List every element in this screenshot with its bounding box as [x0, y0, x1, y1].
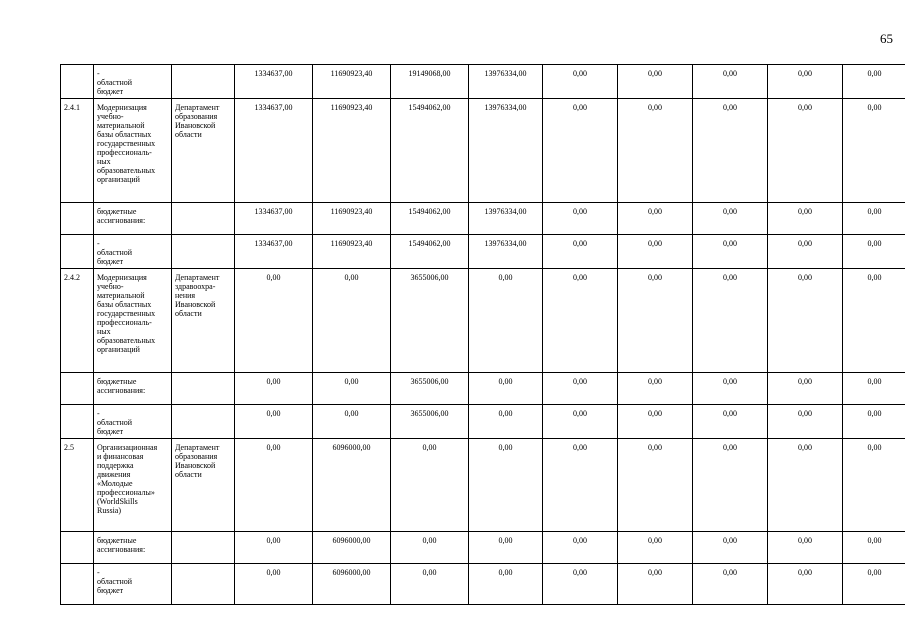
- amount-cell: 0,00: [618, 269, 693, 373]
- description-line: бюджетные: [97, 207, 137, 216]
- description-line: ных: [97, 157, 111, 166]
- department-line: Ивановской: [175, 461, 216, 470]
- department-line: Департамент: [175, 443, 220, 452]
- row-department-cell: [172, 405, 235, 439]
- row-code-cell: 2.4.2: [61, 269, 94, 373]
- amount-cell: 0,00: [543, 405, 618, 439]
- description-line: поддержка: [97, 461, 134, 470]
- amount-cell: 19149068,00: [391, 65, 469, 99]
- amount-cell: 1334637,00: [235, 235, 313, 269]
- row-department-cell: [172, 99, 235, 203]
- amount-cell: 0,00: [543, 373, 618, 405]
- department-line: Департамент: [175, 273, 220, 282]
- amount-cell: 0,00: [843, 564, 905, 605]
- description-line: учебно-: [97, 112, 124, 121]
- amount-cell: 0,00: [768, 532, 843, 564]
- amount-cell: 13976334,00: [469, 235, 543, 269]
- amount-cell: 0,00: [618, 373, 693, 405]
- amount-cell: 6096000,00: [313, 532, 391, 564]
- description-line: Russia): [97, 506, 121, 515]
- description-line: базы областных: [97, 300, 152, 309]
- row-department-cell: [172, 235, 235, 269]
- amount-cell: 0,00: [693, 269, 768, 373]
- department-line: нения: [175, 291, 196, 300]
- amount-cell: 0,00: [543, 269, 618, 373]
- amount-cell: 0,00: [391, 564, 469, 605]
- amount-cell: 0,00: [843, 439, 905, 532]
- amount-cell: 0,00: [313, 405, 391, 439]
- row-description-cell: [94, 564, 172, 605]
- amount-cell: 0,00: [843, 269, 905, 373]
- description-line: областной: [97, 418, 133, 427]
- amount-cell: 0,00: [235, 269, 313, 373]
- row-department-cell: [172, 373, 235, 405]
- amount-cell: 0,00: [843, 532, 905, 564]
- table-row: [61, 203, 905, 235]
- description-line: ных: [97, 327, 111, 336]
- page-number: 65: [880, 31, 893, 46]
- row-code-cell: 2.5: [61, 439, 94, 532]
- description-line: -: [97, 239, 100, 248]
- amount-cell: 0,00: [313, 269, 391, 373]
- row-description-cell: [94, 99, 172, 203]
- row-department-cell: [172, 203, 235, 235]
- row-department-cell: [172, 564, 235, 605]
- department-line: области: [175, 470, 202, 479]
- amount-cell: 0,00: [693, 235, 768, 269]
- row-code-cell: [61, 532, 94, 564]
- amount-cell: 0,00: [543, 532, 618, 564]
- row-description-cell: [94, 203, 172, 235]
- amount-cell: 0,00: [693, 532, 768, 564]
- description-line: областной: [97, 248, 133, 257]
- description-line: бюджет: [97, 87, 124, 96]
- amount-cell: 1334637,00: [235, 65, 313, 99]
- amount-cell: 0,00: [543, 235, 618, 269]
- description-line: материальной: [97, 291, 145, 300]
- amount-cell: 0,00: [618, 405, 693, 439]
- description-line: базы областных: [97, 130, 152, 139]
- department-line: Ивановской: [175, 300, 216, 309]
- amount-cell: 0,00: [469, 405, 543, 439]
- amount-cell: 3655006,00: [391, 269, 469, 373]
- row-department-cell: [172, 65, 235, 99]
- table-row: [61, 439, 905, 532]
- description-line: бюджет: [97, 257, 124, 266]
- amount-cell: 0,00: [768, 99, 843, 203]
- amount-cell: 0,00: [235, 439, 313, 532]
- amount-cell: 15494062,00: [391, 235, 469, 269]
- amount-cell: 0,00: [693, 99, 768, 203]
- amount-cell: 0,00: [843, 99, 905, 203]
- amount-cell: 13976334,00: [469, 203, 543, 235]
- amount-cell: 11690923,40: [313, 65, 391, 99]
- description-line: профессиональ-: [97, 318, 152, 327]
- amount-cell: 0,00: [693, 439, 768, 532]
- amount-cell: 0,00: [843, 203, 905, 235]
- description-line: Организационная: [97, 443, 158, 452]
- amount-cell: 11690923,40: [313, 99, 391, 203]
- amount-cell: 0,00: [618, 439, 693, 532]
- amount-cell: 0,00: [391, 439, 469, 532]
- row-code-cell: [61, 235, 94, 269]
- table-row: [61, 269, 905, 373]
- description-line: учебно-: [97, 282, 124, 291]
- department-line: Ивановской: [175, 121, 216, 130]
- description-line: материальной: [97, 121, 145, 130]
- row-code-cell: [61, 564, 94, 605]
- amount-cell: 0,00: [618, 99, 693, 203]
- amount-cell: 0,00: [768, 405, 843, 439]
- amount-cell: 6096000,00: [313, 564, 391, 605]
- amount-cell: 0,00: [618, 235, 693, 269]
- amount-cell: 0,00: [543, 439, 618, 532]
- description-line: бюджетные: [97, 536, 137, 545]
- description-line: образовательных: [97, 166, 156, 175]
- amount-cell: 3655006,00: [391, 373, 469, 405]
- amount-cell: 0,00: [543, 99, 618, 203]
- row-code-cell: [61, 203, 94, 235]
- table-row: [61, 373, 905, 405]
- row-description-cell: [94, 235, 172, 269]
- amount-cell: 0,00: [618, 564, 693, 605]
- amount-cell: 0,00: [313, 373, 391, 405]
- description-line: бюджет: [97, 586, 124, 595]
- description-line: и финансовая: [97, 452, 144, 461]
- amount-cell: 6096000,00: [313, 439, 391, 532]
- budget-table: [60, 64, 905, 605]
- amount-cell: 0,00: [469, 532, 543, 564]
- row-department-cell: [172, 532, 235, 564]
- amount-cell: 0,00: [543, 564, 618, 605]
- amount-cell: 0,00: [618, 203, 693, 235]
- amount-cell: 0,00: [693, 65, 768, 99]
- description-line: государственных: [97, 309, 156, 318]
- amount-cell: 0,00: [469, 269, 543, 373]
- description-line: Модернизация: [97, 273, 147, 282]
- row-description-cell: [94, 373, 172, 405]
- table-row: [61, 99, 905, 203]
- amount-cell: 0,00: [693, 373, 768, 405]
- row-code-cell: [61, 373, 94, 405]
- row-description-cell: [94, 269, 172, 373]
- amount-cell: 0,00: [391, 532, 469, 564]
- department-line: области: [175, 130, 202, 139]
- table-row: [61, 235, 905, 269]
- description-line: «Молодые: [97, 479, 133, 488]
- description-line: организаций: [97, 345, 140, 354]
- description-line: областной: [97, 577, 133, 586]
- amount-cell: 0,00: [235, 373, 313, 405]
- amount-cell: 0,00: [469, 564, 543, 605]
- description-line: -: [97, 409, 100, 418]
- description-line: государственных: [97, 139, 156, 148]
- amount-cell: 0,00: [768, 65, 843, 99]
- amount-cell: 0,00: [843, 373, 905, 405]
- row-code-cell: [61, 405, 94, 439]
- amount-cell: 0,00: [768, 439, 843, 532]
- amount-cell: 0,00: [843, 235, 905, 269]
- table-row: [61, 65, 905, 99]
- description-line: ассигнования:: [97, 386, 146, 395]
- row-department-cell: [172, 269, 235, 373]
- description-line: областной: [97, 78, 133, 87]
- amount-cell: 0,00: [469, 373, 543, 405]
- row-description-cell: [94, 65, 172, 99]
- amount-cell: 0,00: [768, 269, 843, 373]
- amount-cell: 0,00: [618, 532, 693, 564]
- amount-cell: 0,00: [843, 65, 905, 99]
- department-line: образования: [175, 452, 218, 461]
- amount-cell: 15494062,00: [391, 203, 469, 235]
- description-line: ассигнования:: [97, 545, 146, 554]
- description-line: -: [97, 568, 100, 577]
- amount-cell: 13976334,00: [469, 65, 543, 99]
- table-row: [61, 532, 905, 564]
- department-line: здравоохра-: [175, 282, 216, 291]
- amount-cell: 0,00: [235, 405, 313, 439]
- amount-cell: 0,00: [768, 373, 843, 405]
- description-line: Модернизация: [97, 103, 147, 112]
- description-line: движения: [97, 470, 131, 479]
- amount-cell: 0,00: [693, 203, 768, 235]
- description-line: образовательных: [97, 336, 156, 345]
- amount-cell: 0,00: [235, 564, 313, 605]
- amount-cell: 13976334,00: [469, 99, 543, 203]
- department-line: области: [175, 309, 202, 318]
- amount-cell: 0,00: [618, 65, 693, 99]
- row-department-cell: [172, 439, 235, 532]
- amount-cell: 0,00: [543, 203, 618, 235]
- description-line: бюджет: [97, 427, 124, 436]
- amount-cell: 0,00: [543, 65, 618, 99]
- row-code-cell: [61, 65, 94, 99]
- description-line: ассигнования:: [97, 216, 146, 225]
- table-row: [61, 405, 905, 439]
- amount-cell: 0,00: [693, 564, 768, 605]
- amount-cell: 0,00: [843, 405, 905, 439]
- description-line: бюджетные: [97, 377, 137, 386]
- department-line: образования: [175, 112, 218, 121]
- amount-cell: 0,00: [235, 532, 313, 564]
- amount-cell: 1334637,00: [235, 203, 313, 235]
- amount-cell: 15494062,00: [391, 99, 469, 203]
- description-line: профессиональ-: [97, 148, 152, 157]
- amount-cell: 0,00: [768, 564, 843, 605]
- amount-cell: 11690923,40: [313, 203, 391, 235]
- amount-cell: 3655006,00: [391, 405, 469, 439]
- row-description-cell: [94, 405, 172, 439]
- amount-cell: 0,00: [768, 203, 843, 235]
- department-line: Департамент: [175, 103, 220, 112]
- amount-cell: 1334637,00: [235, 99, 313, 203]
- description-line: -: [97, 69, 100, 78]
- amount-cell: 0,00: [693, 405, 768, 439]
- description-line: профессионалы»: [97, 488, 155, 497]
- description-line: организаций: [97, 175, 140, 184]
- row-code-cell: 2.4.1: [61, 99, 94, 203]
- row-description-cell: [94, 532, 172, 564]
- amount-cell: 0,00: [768, 235, 843, 269]
- row-description-cell: [94, 439, 172, 532]
- amount-cell: 11690923,40: [313, 235, 391, 269]
- table-row: [61, 564, 905, 605]
- description-line: (WorldSkills: [97, 497, 138, 506]
- amount-cell: 0,00: [469, 439, 543, 532]
